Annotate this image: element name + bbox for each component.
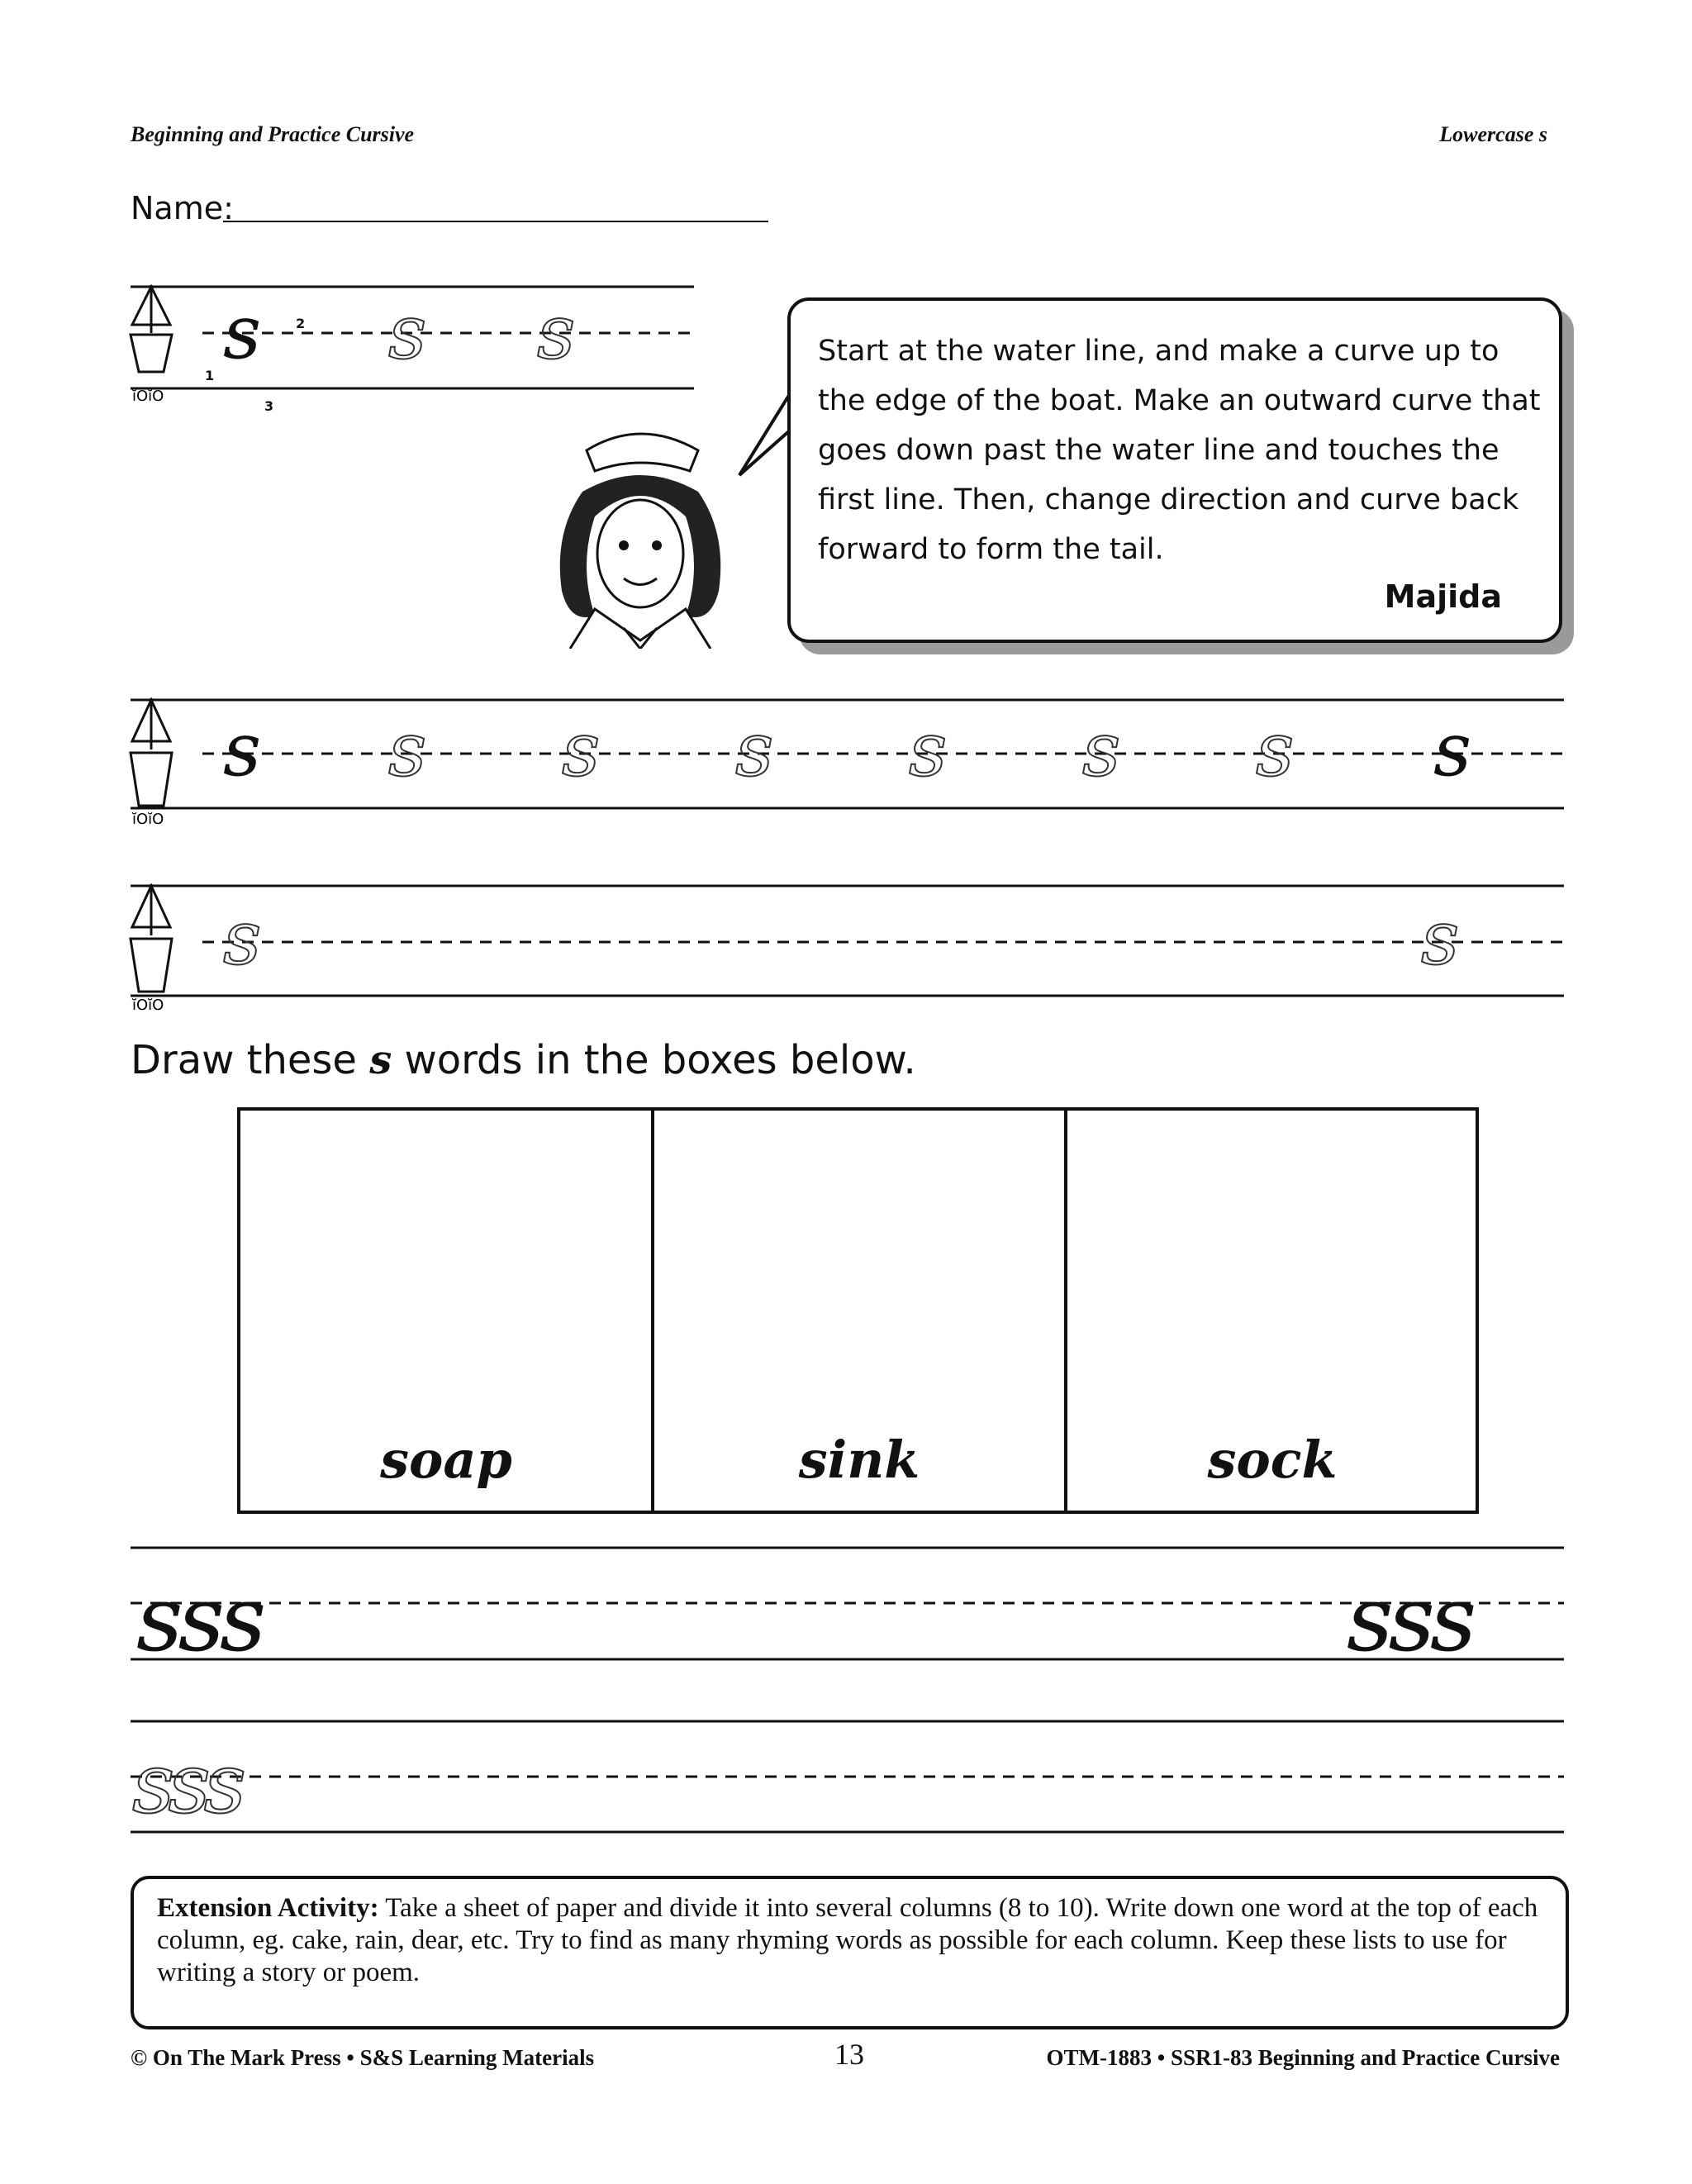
name-label: Name:: [131, 190, 234, 226]
footer-title: OTM-1883 • SSR1-83 Beginning and Practice Cursive: [1046, 2045, 1560, 2070]
trace-letter-s[interactable]: s: [562, 707, 601, 793]
trace-letter-s[interactable]: s: [1256, 707, 1295, 793]
speaker-name: Majida: [1384, 578, 1502, 615]
model-letter-s: s: [223, 289, 262, 376]
header-subtitle: Lowercase s: [1439, 122, 1547, 146]
guide-row-5: [131, 1721, 1564, 1832]
stroke-number: 2: [296, 316, 306, 331]
instruction-before: Draw these: [131, 1037, 357, 1083]
trace-letter-s[interactable]: s: [1082, 707, 1121, 793]
guide-row-2: [131, 700, 1564, 808]
speech-tail: [739, 393, 791, 475]
svg-text:ĭOĭO: ĭOĭO: [132, 388, 164, 405]
trace-letter-s[interactable]: s: [909, 707, 948, 793]
instruction-after: words in the boxes below.: [404, 1037, 916, 1083]
model-letters-sss: sss: [136, 1566, 262, 1672]
stroke-number: 3: [264, 398, 274, 414]
trace-letter-s[interactable]: s: [223, 895, 262, 982]
speech-text: Start at the water line, and make a curve up to the edge of the boat. Make an outward curve that goes down past the water line and touches the first line. Then, change direction and curve back forward to form the tail.: [818, 335, 1541, 566]
trace-letters[interactable]: sss: [132, 1735, 240, 1832]
guide-row-3: [131, 886, 1564, 996]
stroke-number: 1: [205, 368, 215, 383]
draw-instruction: [131, 1037, 916, 1083]
footer-publisher: © On The Mark Press • S&S Learning Materials: [131, 2045, 595, 2070]
model-letter-s: s: [223, 707, 262, 793]
trace-letter-s[interactable]: s: [1421, 895, 1460, 982]
trace-letter-s[interactable]: s: [388, 707, 427, 793]
model-letters-sss: sss: [1347, 1566, 1472, 1672]
extension-label: Extension Activity:: [157, 1893, 379, 1923]
header-title: Beginning and Practice Cursive: [131, 122, 415, 146]
svg-text:ĭOĭO: ĭOĭO: [132, 811, 164, 828]
trace-letter-s[interactable]: s: [388, 289, 427, 376]
instruction-letter: s: [369, 1037, 392, 1083]
page-number: 13: [834, 2038, 864, 2071]
box-word: soap: [380, 1430, 512, 1490]
box-word: sock: [1207, 1430, 1338, 1490]
boat-icon: [131, 884, 172, 1014]
svg-text:ĭOĭO: ĭOĭO: [132, 997, 164, 1014]
extension-text: [157, 1892, 1553, 1989]
sailor-girl-illustration: [537, 417, 744, 649]
trace-letter-s[interactable]: s: [735, 707, 774, 793]
trace-letter-s[interactable]: s: [537, 289, 576, 376]
extension-body: Take a sheet of paper and divide it into several columns (8 to 10). Write down one word at the top of each column, eg. cake, rain, dear, etc. Try to find as many rhyming words as possible for each column. Keep these lists to use for writing a story or poem.: [157, 1893, 1538, 1987]
box-word: sink: [798, 1430, 920, 1490]
boat-icon: [131, 285, 172, 405]
model-letter-s: s: [1433, 707, 1472, 793]
